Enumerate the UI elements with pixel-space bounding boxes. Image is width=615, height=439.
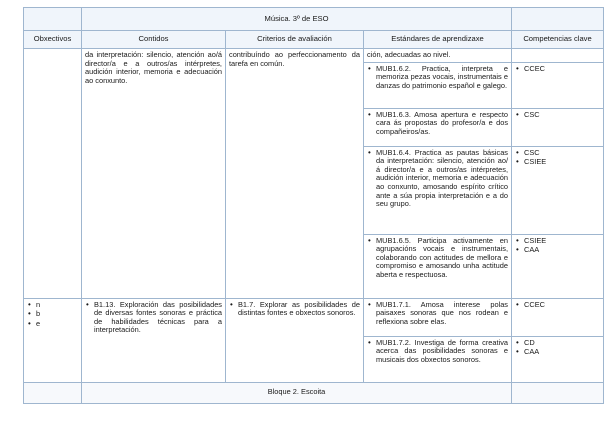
col-header-competences: Competencias clave <box>512 31 604 49</box>
competence-cell <box>512 62 604 108</box>
col-header-objectives: Obxectivos <box>24 31 82 49</box>
standard-cell <box>364 108 512 146</box>
standard-cell <box>364 234 512 298</box>
competence-cell <box>512 234 604 298</box>
objective-item: • e <box>27 320 78 329</box>
competence-item: • CCEC <box>515 65 600 74</box>
competence-cell <box>512 336 604 382</box>
standard-cell <box>364 298 512 336</box>
competence-item: • CSC <box>515 111 600 120</box>
standard-cell <box>364 146 512 234</box>
header-empty-cell <box>24 8 82 31</box>
standard-item: • MUB1.6.2. Practica, interpreta e memoriza pezas vocais, instrumentais e danzas do patrimonio español e galego. <box>367 65 508 91</box>
table-title: Música. 3º de ESO <box>82 8 512 31</box>
standard-item: • MUB1.7.2. Investiga de forma creativa acerca das posibilidades sonoras e musicais dos obxectos sonoros. <box>367 339 508 365</box>
competence-cell <box>512 298 604 336</box>
col-header-standards: Estándares de aprendizaxe <box>364 31 512 49</box>
header-empty-cell <box>512 8 604 31</box>
competence-cell <box>512 108 604 146</box>
block2-contents-cell <box>82 298 226 382</box>
block1-objectives-cell <box>24 49 82 299</box>
footer-empty-cell <box>24 382 82 403</box>
competence-item: • CAA <box>515 348 600 357</box>
content-item: • B1.13. Exploración das posibilidades de diversas fontes sonoras e práctica de habilidades técnicas para a interpretación. <box>85 301 222 335</box>
block2-objectives-cell <box>24 298 82 382</box>
competence-item: • CSC <box>515 149 600 158</box>
criterion-item: • B1.7. Explorar as posibilidades de distintas fontes e obxectos sonoros. <box>229 301 360 318</box>
standard-item: • MUB1.6.3. Amosa apertura e respecto cara ás propostas do profesor/a e dos compañeiros/as. <box>367 111 508 137</box>
col-header-criteria: Criterios de avaliación <box>226 31 364 49</box>
competence-item: • CAA <box>515 246 600 255</box>
standard-cell <box>364 336 512 382</box>
competence-item: • CSIEE <box>515 237 600 246</box>
competence-cell <box>512 146 604 234</box>
standard-item: • MUB1.6.5. Participa activamente en agrupacións vocais e instrumentais, colaborando con actitudes de mellora e compromiso e amosando unha actitude aberta e respectuosa. <box>367 237 508 280</box>
competence-cell <box>512 49 604 63</box>
block1-criteria: contribuíndo ao perfeccionamento da tarefa en común. <box>226 49 364 299</box>
objective-item: • n <box>27 301 78 310</box>
standard-item: • MUB1.6.4. Practica as pautas básicas da interpretación: silencio, atención ao/á director/a e a outros/as intérpretes, audición interior, memoria e adecuación ao conxunto, amosando espírito crítico ante a súa propia interpretación e a do seu grupo. <box>367 149 508 209</box>
block2-criteria-cell <box>226 298 364 382</box>
competence-item: • CSIEE <box>515 158 600 167</box>
objective-item: • b <box>27 310 78 319</box>
curriculum-table <box>23 7 604 404</box>
competence-item: • CCEC <box>515 301 600 310</box>
standard-cell <box>364 62 512 108</box>
standard-item: ción, adecuadas ao nivel. <box>364 49 512 63</box>
block-footer-title: Bloque 2. Escoita <box>82 382 512 403</box>
standard-item: • MUB1.7.1. Amosa interese polas paisaxes sonoras que nos rodean e reflexiona sobre elas. <box>367 301 508 327</box>
footer-empty-cell <box>512 382 604 403</box>
block1-contents: da interpretación: silencio, atención ao/á director/a e a outros/as intérpretes, audición interior, memoria e adecuación ao conxunto. <box>82 49 226 299</box>
col-header-contents: Contidos <box>82 31 226 49</box>
competence-item: • CD <box>515 339 600 348</box>
